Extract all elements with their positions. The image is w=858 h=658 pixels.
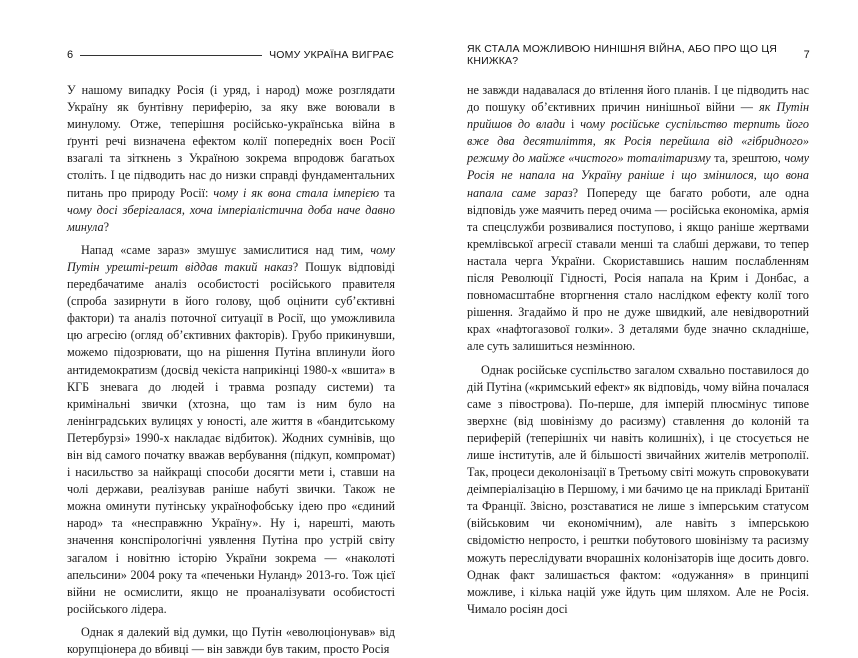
text-run: ? (103, 219, 109, 234)
left-running-header (67, 48, 394, 62)
text-run: У нашому випадку Росія (і уряд, і народ) може розглядати Україну як бунтівну периферію, за яку вже воювали в минулому. Отже, теперішня російсько-українська війна в ґрунті речі визначена ефектом колії попередніх воєн Росії взагалі та зіткнень з Україною зокрема впродовж багатьох століть. І це підводить нас до низки справді фундаментальних питань про природу Росії: (67, 83, 395, 200)
italic-text: чому Путін урешті-решт віддав такий наказ (67, 242, 395, 274)
text-run: не завжди надавалася до втілення його планів. І це підводить нас до пошуку об’єктивних причин нинішньої війни — (467, 83, 809, 115)
left-running-head: ЧОМУ УКРАЇНА ВИГРАЄ (269, 49, 394, 61)
left-page (0, 0, 429, 656)
italic-text: як Путін прийшов до влади (467, 100, 810, 132)
italic-text: чому і як вона стала імперією (213, 185, 380, 200)
paragraph (467, 362, 809, 618)
right-page (429, 0, 858, 616)
italic-text: чому російське суспільство терпить його вже два десятиліття, як Росія перейшла від «гібридного» режиму до майже «чистого» тоталітаризму (467, 117, 810, 166)
left-page-number: 6 (67, 49, 74, 61)
text-run: Однак я далекий від думки, що Путін «еволюціонував» від корупціонера до вбивці — він завжди був таким, просто Росія (67, 624, 395, 656)
paragraph (67, 82, 395, 236)
text-run: ? Попереду ще багато роботи, але одна відповідь уже маячить перед очима — російська економіка, армія та спецслужби розвивалися поступово, і якщо раніше жертвами кремлівської агресії ставали менші та слабші держави, то тепер настала черга України. Скориставшись нашим послабленням після Революції Гідності, Росія напала на Крим і Донбас, а повномасштабне вторгнення стало наслідком ефекту колії того рішення. Згадаймо й про не дуже швидкий, але невідворотний крах «нафтогазової голки». З деталями буде значно складніше, але суть залишиться незмінною. (467, 185, 809, 354)
right-running-head: ЯК СТАЛА МОЖЛИВОЮ НИНІШНЯ ВІЙНА, АБО ПРО ЩО ЦЯ КНИЖКА? (467, 43, 778, 67)
paragraph (467, 82, 809, 356)
text-run: та, зрештою, (710, 151, 785, 166)
right-page-number: 7 (803, 49, 810, 61)
left-page-body (67, 82, 395, 658)
italic-text: чому Росія не напала на Україну раніше і що змінилося, що вона напала саме зараз (467, 151, 810, 200)
italic-text: чому досі зберігалася, хоча імперіалістична доба наче давно минула (67, 202, 395, 234)
text-run: Напад «саме зараз» змушує замислитися над тим, (81, 242, 371, 257)
text-run: Однак російське суспільство загалом схвально поставилося до дій Путіна («кримський ефект» як відповідь, чому війна почалася саме з півострова). По-перше, для імперій плюсмінус типове зверхнє (від шовінізму до расизму) ставлення до колоній та периферій (теперішніх чи навіть колишніх), і це стосується не лише інститутів, але й більшості звичайних жителів метрополії. Так, процеси деколонізації в Третьому світі можуть спровокувати деімперіалізацію в Першому, і ми бачимо це на прикладі Британії та Франції. Звісно, розставатися не лише з імперським статусом (військовим чи економічним), але навіть з імперською свідомістю непросто, і рештки побутового шовінізму та расизму можуть переслідувати вчорашніх колонізаторів іще досить довго. Однак факт залишається фактом: «одужання» в принципі можливе, і кілька націй уже йдуть цим шляхом. Але не Росія. Чимало росіян досі (467, 362, 809, 616)
right-running-header (467, 43, 810, 67)
left-header-rule (80, 55, 262, 56)
text-run: і (565, 117, 581, 132)
text-run: та (379, 185, 395, 200)
paragraph (67, 624, 395, 658)
right-page-body (467, 82, 809, 618)
paragraph (67, 242, 395, 618)
text-run: ? Пошук відповіді передбачатиме аналіз особистості російського правителя (спроба зазирнути в його голову, щоб оцінити суб’єктивні фактори) та аналіз поточної ситуації в Росії, що уможливила цю агресію (огляд об’єктивних факторів). Грубо прикинувши, можемо підозрювати, що на рішення Путіна вплинули його антидемократизм (досвід чекіста наприкінці 1980-х «вшита» в КГБ зневага до людей і травма розпаду системи) та кримінальні звички (хтозна, що там із ним було на ленінградських вулицях у юності, але життя в «бандитському Петербурзі» 1990-х накладає відбиток). Жодних сумнівів, що він від самого початку вважав вербування (підкуп, компромат) і насильство за найкращі способи досягти мети і, ставши на чолі держави, реалізував раніше набуті звички. Також не можна оминути путінську українофобську ідею про «єдиний народ» та «несправжню Україну». Ну і, нарешті, мають значення конспірологічні уявлення Путіна про устрій світу загалом і новітню історію України зокрема — «наколоті апельсини» 2004 року та «печеньки Нуланд» 2013-го. Тож цієї війни не осмислити, якщо не проаналізувати особистості російського лідера. (67, 259, 396, 616)
